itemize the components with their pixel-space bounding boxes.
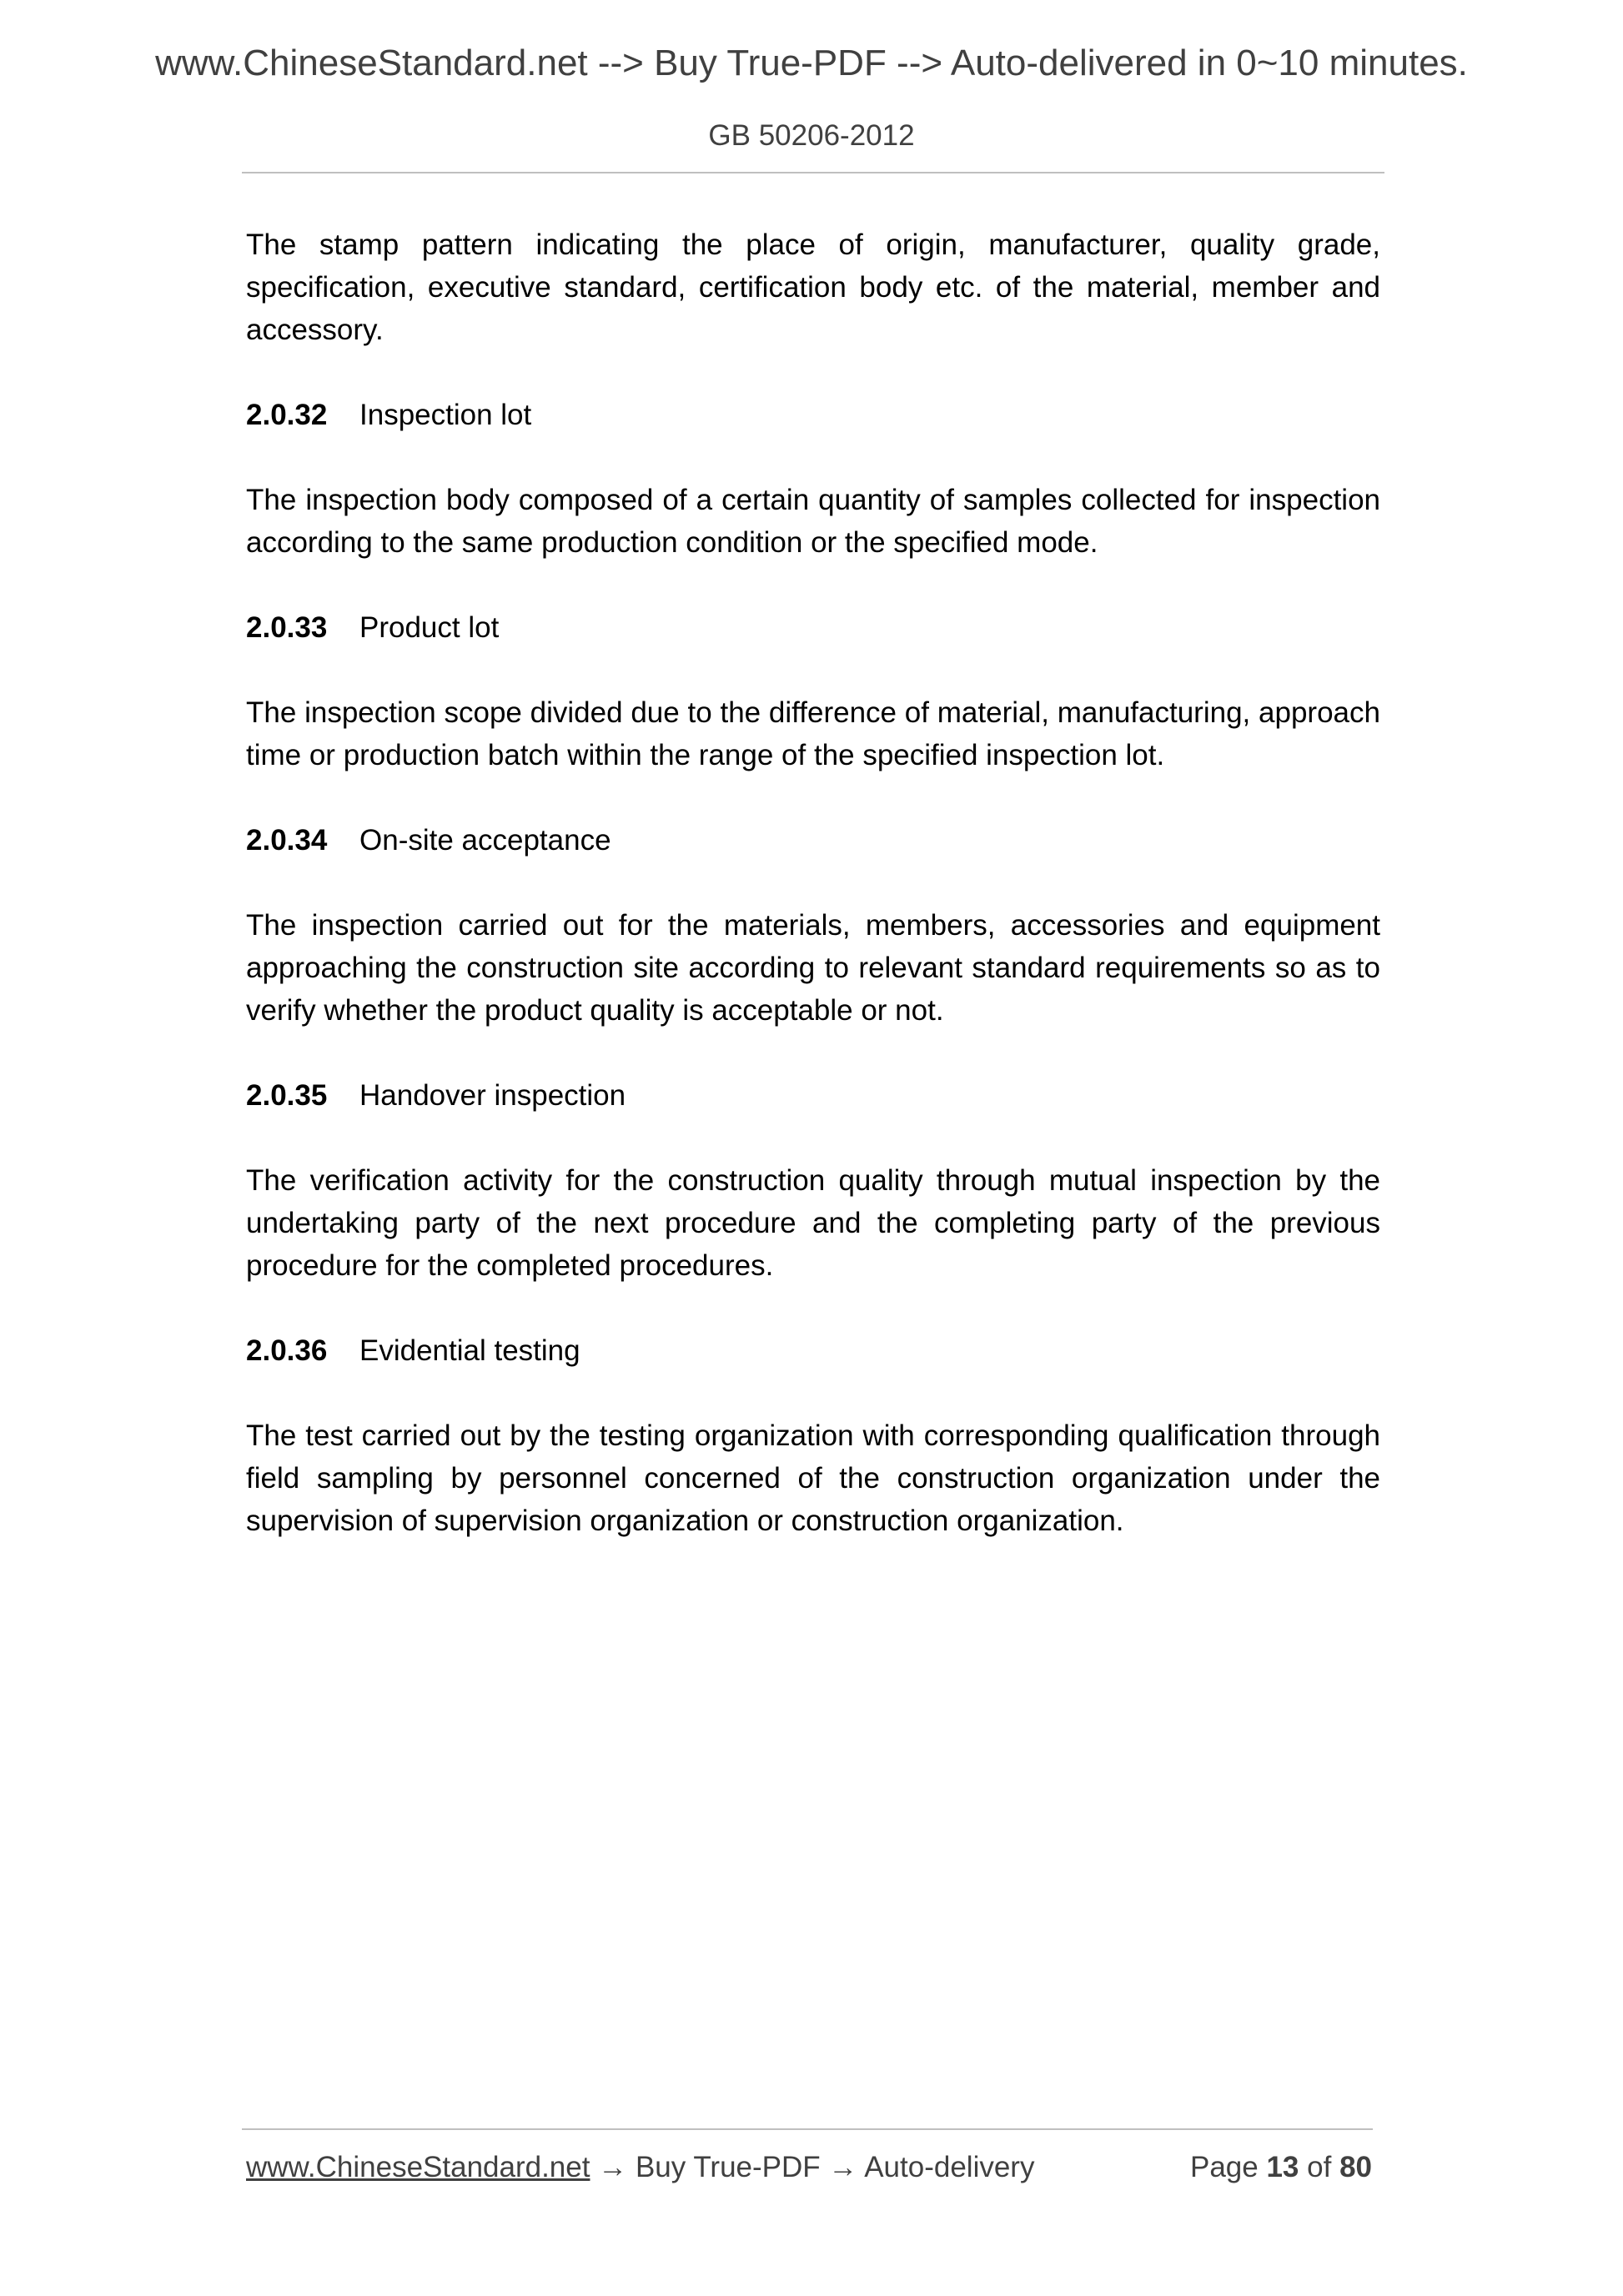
page-footer [246,2150,1372,2185]
section-2-0-32 [246,394,1380,606]
section-body: The verification activity for the construction quality through mutual inspection by the undertaking party of the next procedure and the completing party of the previous procedure for the completed procedures. [246,1164,1380,1282]
footer-delivery-text: Auto-delivery [864,2151,1035,2183]
section-heading [246,606,1380,649]
page-label: Page [1189,2151,1259,2183]
intro-paragraph: The stamp pattern indicating the place of origin, manufacturer, quality grade, specification, executive standard, certification body etc. of the material, member and accessory. [246,229,1380,346]
page-content [246,224,1380,1542]
section-title: Handover inspection [359,1079,626,1112]
section-title: Inspection lot [359,399,532,431]
section-body: The inspection body composed of a certain quantity of samples collected for inspection according to the same production condition or the specified mode. [246,484,1380,559]
document-code: GB 50206-2012 [708,119,915,152]
section-title: Evidential testing [359,1334,580,1367]
section-number: 2.0.34 [246,824,328,857]
section-number: 2.0.36 [246,1334,328,1367]
footer-buy-text: Buy True-PDF [635,2151,821,2183]
section-2-0-35 [246,1074,1380,1329]
right-arrow-icon: → [828,2151,858,2183]
section-2-0-34 [246,819,1380,1074]
page-of: of [1307,2151,1332,2183]
page-total: 80 [1339,2151,1372,2183]
header-divider [242,172,1384,173]
top-banner: www.ChineseStandard.net --> Buy True-PDF --> Auto-delivered in 0~10 minutes. [155,43,1468,83]
section-2-0-36 [246,1329,1380,1542]
section-number: 2.0.33 [246,611,328,644]
section-body: The inspection scope divided due to the difference of material, manufacturing, approach time or production batch within the range of the specified inspection lot. [246,696,1380,771]
section-body: The test carried out by the testing organization with corresponding qualification through field sampling by personnel concerned of the construction organization under the supervision of supervision organization or construction organization. [246,1419,1380,1537]
page-current: 13 [1266,2151,1299,2183]
section-number: 2.0.32 [246,399,328,431]
section-heading [246,1329,1380,1372]
section-heading [246,1074,1380,1117]
section-title: Product lot [359,611,500,644]
right-arrow-icon: → [598,2151,628,2183]
section-heading [246,819,1380,862]
footer-divider [242,2128,1373,2130]
section-number: 2.0.35 [246,1079,328,1112]
page-number [1190,2150,1372,2185]
section-body: The inspection carried out for the materials, members, accessories and equipment approaching the construction site according to relevant standard requirements so as to verify whether the product quality is acceptable or not. [246,909,1380,1027]
section-2-0-33 [246,606,1380,819]
section-title: On-site acceptance [359,824,611,857]
footer-site-link[interactable]: www.ChineseStandard.net [246,2151,590,2183]
section-heading [246,394,1380,436]
